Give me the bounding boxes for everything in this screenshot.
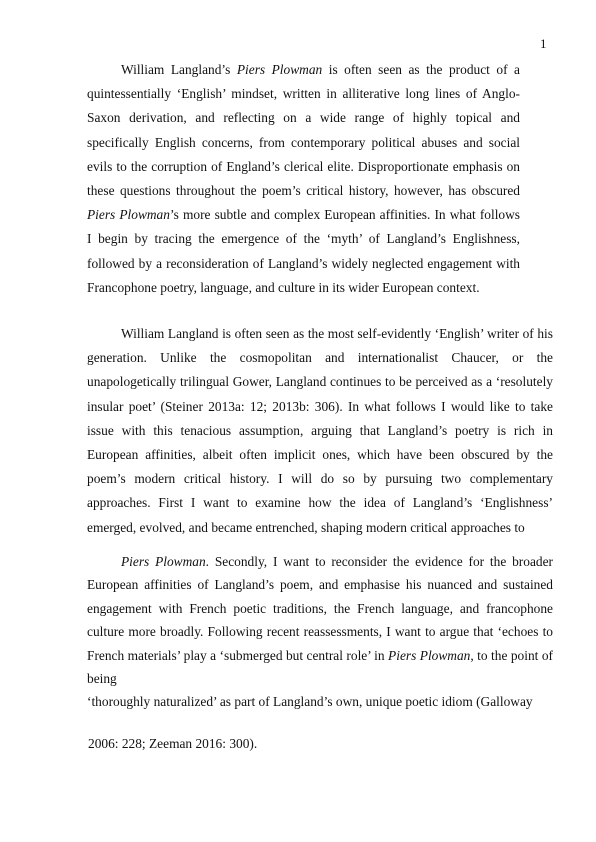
body-paragraph-2 [87,550,553,714]
paragraph-2-text-2: , to the point of being [87,647,553,687]
abstract-text-2: is often seen as the product of a quintessentially ‘English’ mindset, written in alliterative long lines of Anglo-Saxon derivation, and reflecting on a wide range of highly topical and specifically English concerns, from contemporary political abuses and social evils to the corruption of England’s clerical elite. Disproportionate emphasis on these questions throughout the poem’s critical history, however, has obscured [87,62,520,199]
abstract-title-2: Piers Plowman [87,207,170,223]
paragraph-2-text-1: . Secondly, I want to reconsider the evidence for the broader European affinities of Langland’s poem, and emphasise his nuanced and sustained engagement with French poetic traditions, the French language, and francophone culture more broadly. Following recent reassessments, I want to argue that ‘echoes to French materials’ play a ‘submerged but central role’ in [87,554,553,663]
abstract-text-3: ’s more subtle and complex European affinities. In what follows I begin by tracing the emergence of the ‘myth’ of Langland’s Englishness, followed by a reconsideration of Langland’s widely neglected engagement with Francophone poetry, language, and culture in its wider European context. [87,207,520,295]
body-paragraph-1 [87,322,553,540]
paragraph-2-title-1: Piers Plowman [121,554,206,569]
page-number: 1 [540,36,547,51]
abstract-title-1: Piers Plowman [236,62,323,77]
final-line: 2006: 228; Zeeman 2016: 300). [88,736,258,751]
paragraph-2-title-2: Piers Plowman [388,647,471,663]
paragraph-2-text-3: ‘thoroughly naturalized’ as part of Langland’s own, unique poetic idiom (Galloway [87,694,533,710]
body-paragraph-1-text: William Langland is often seen as the most self-evidently ‘English’ writer of his generation. Unlike the cosmopolitan and internationalist Chaucer, or the unapologetically trilingual Gower, Langland continues to be perceived as a ‘resolutely insular poet’ (Steiner 2013a: 12; 2013b: 306). In what follows I would like to take issue with this tenacious assumption, arguing that Langland’s poetry is rich in European affinities, albeit often implicit ones, which have been obscured by the poem’s modern critical history. I will do so by pursuing two complementary approaches. First I want to examine how the idea of Langland’s ‘Englishness’ emerged, evolved, and became entrenched, shaping modern critical approaches to [87,326,553,535]
abstract-paragraph [87,58,520,300]
abstract-text-1: William Langland’s [121,62,237,77]
